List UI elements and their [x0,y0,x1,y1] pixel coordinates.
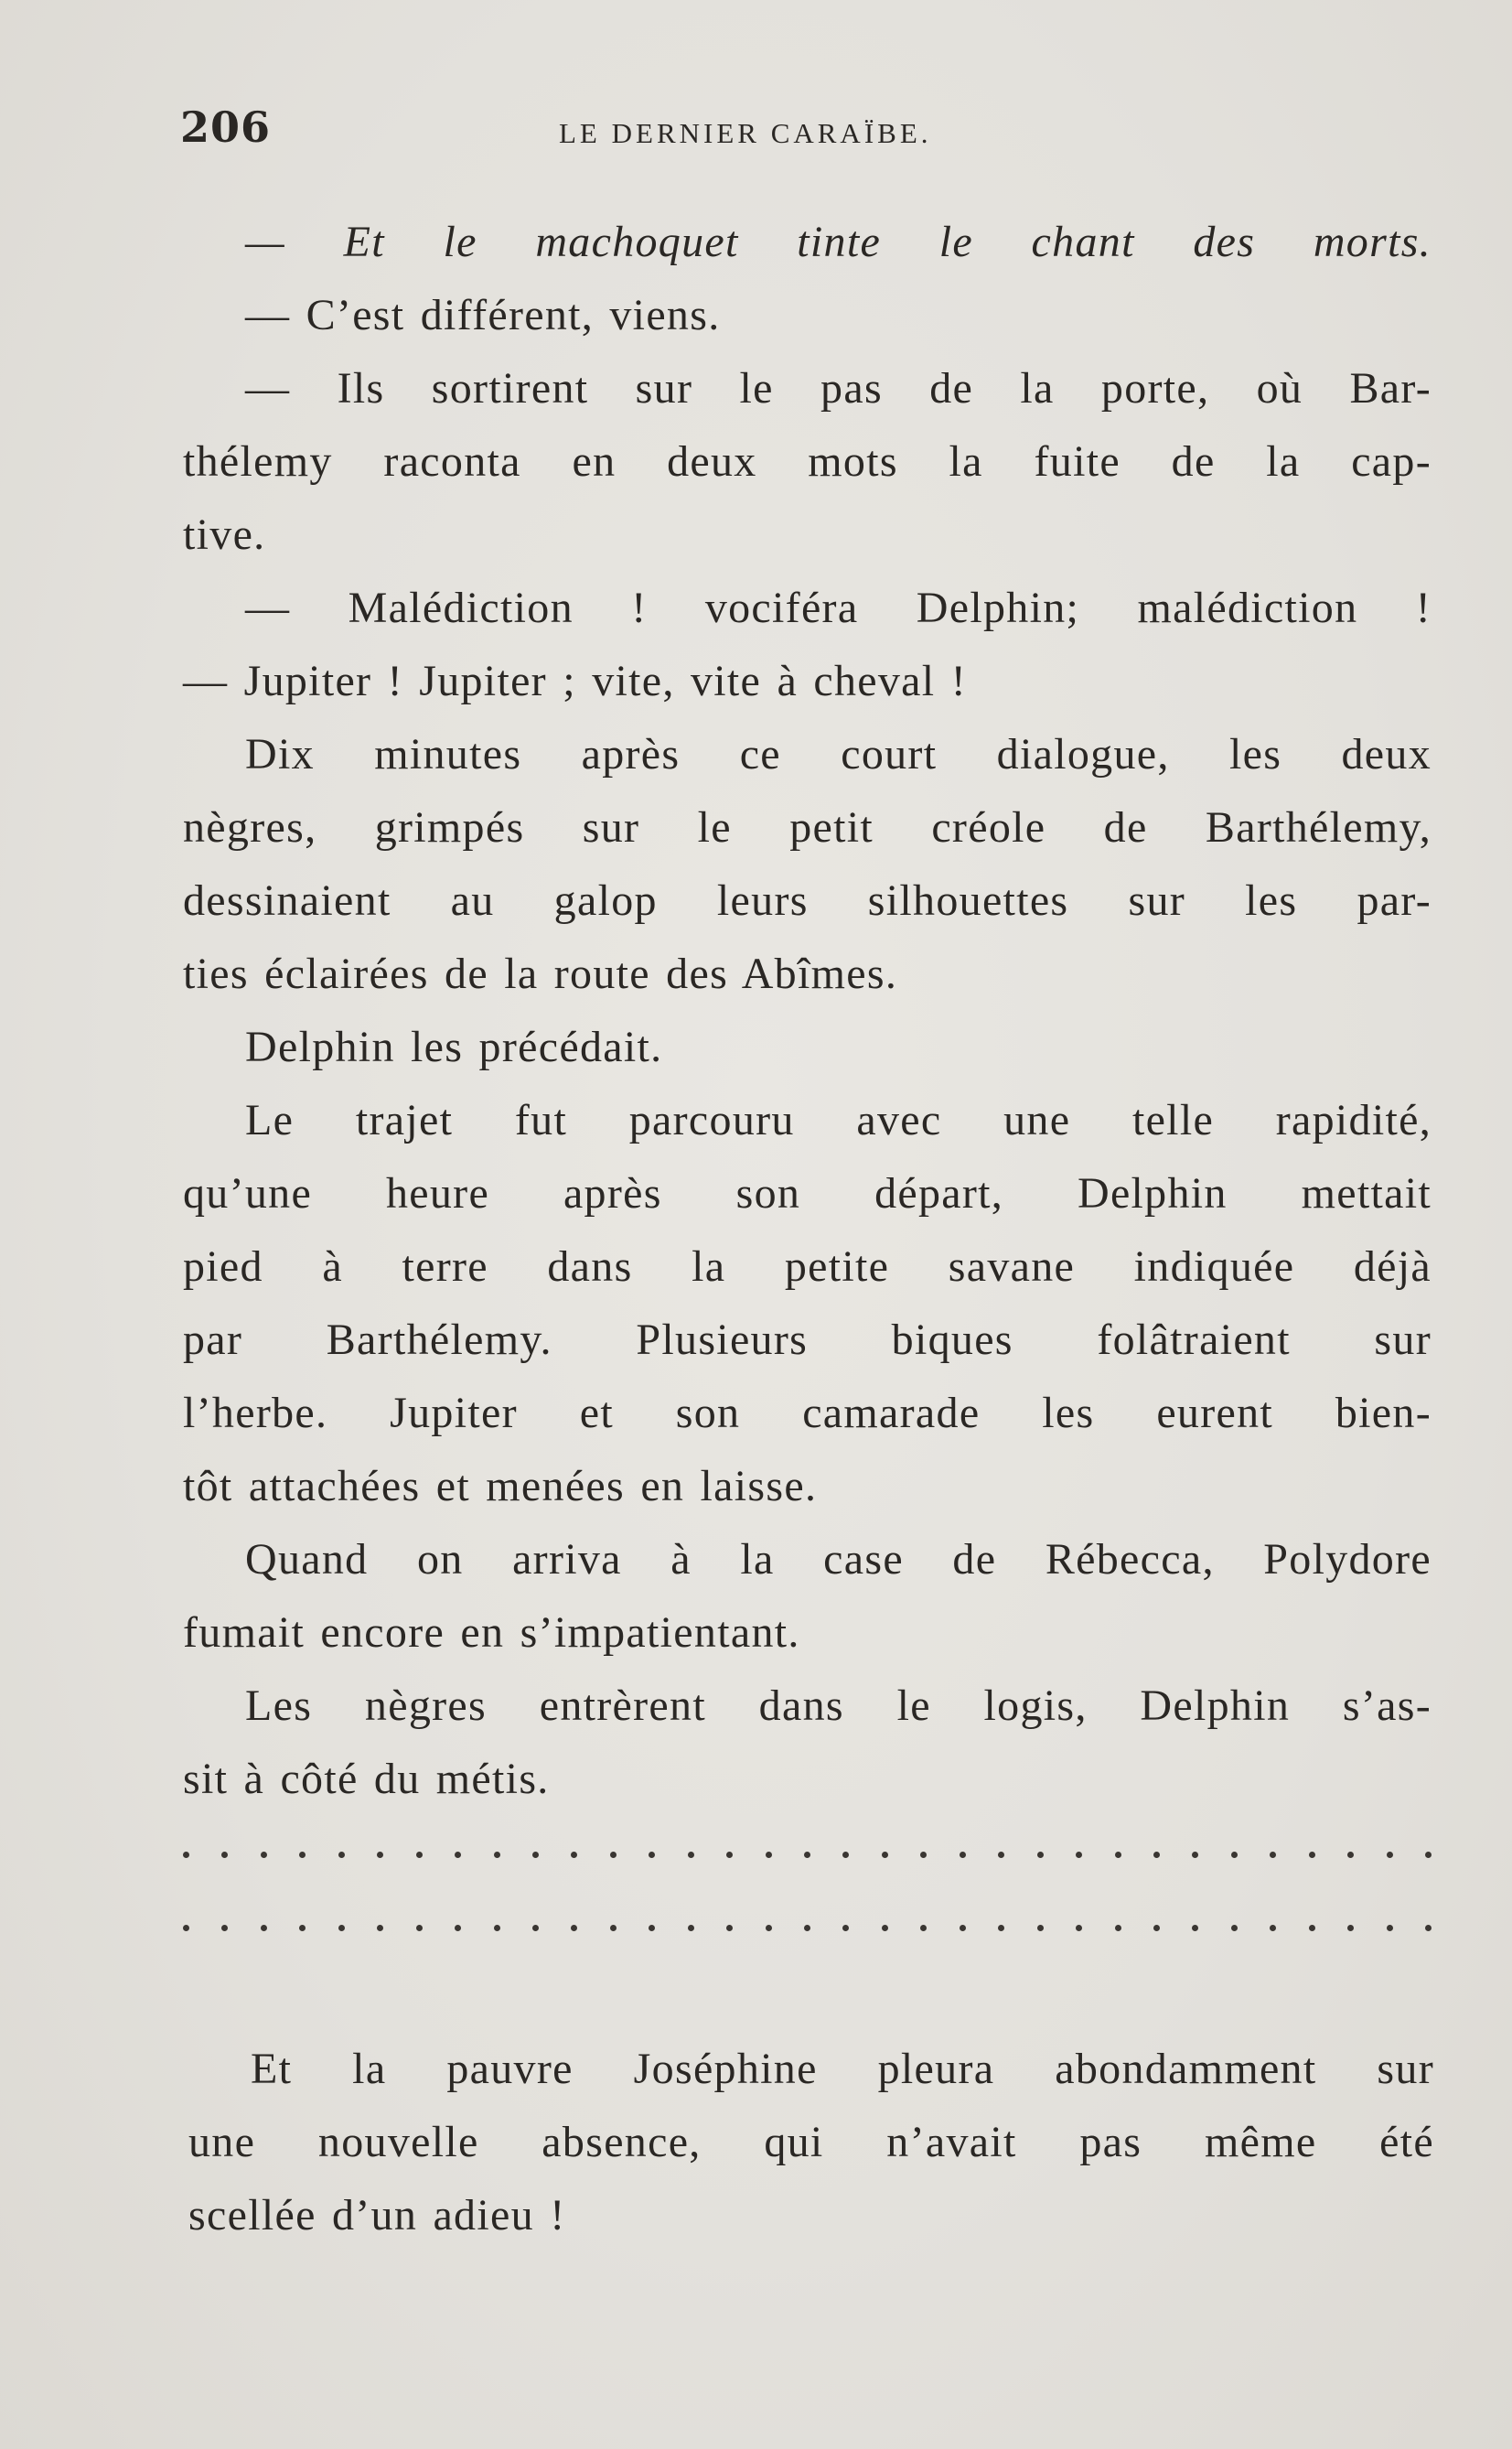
text-line: tôt attachées et menées en laisse. [183,1462,818,1510]
page-number: 206 [180,102,272,152]
text-line: fumait encore en s’impatientant. [183,1608,800,1657]
text-line: thélemy raconta en deux mots la fuite de la cap- [183,437,1432,486]
text-line: ties éclairées de la route des Abîmes. [183,950,898,998]
text-line: — C’est différent, viens. [245,291,721,339]
text-line: par Barthélemy. Plusieurs biques folâtraient sur [183,1316,1432,1364]
text-line: pied à terre dans la petite savane indiquée déjà [183,1242,1432,1291]
text-line: nègres, grimpés sur le petit créole de Barthélemy, [183,803,1432,852]
text-line: Et la pauvre Joséphine pleura abondamment sur [251,2045,1434,2093]
ellipsis-row [183,1914,1432,1941]
text-line: l’herbe. Jupiter et son camarade les eurent bien- [183,1389,1432,1437]
text-line: scellée d’un adieu ! [188,2191,566,2240]
text-line: Les nègres entrèrent dans le logis, Delphin s’as- [245,1681,1432,1730]
text-line: Delphin les précédait. [245,1023,663,1071]
ellipsis-row [183,1841,1432,1868]
text-line: Quand on arriva à la case de Rébecca, Polydore [245,1535,1432,1584]
page-header [180,102,1433,157]
closing-paragraph [188,2033,1434,2252]
text-line: — Et le machoquet tinte le chant des morts. [245,218,1432,266]
text-line: Dix minutes après ce court dialogue, les deux [245,730,1432,779]
text-line: — Malédiction ! vociféra Delphin; malédiction ! [245,584,1432,632]
running-title: LE DERNIER CARAÏBE. [559,117,932,149]
text-line: dessinaient au galop leurs silhouettes sur les par- [183,876,1432,925]
text-line: qu’une heure après son départ, Delphin mettait [183,1169,1432,1218]
text-line: — Ils sortirent sur le pas de la porte, où Bar- [245,364,1432,413]
text-line: — Jupiter ! Jupiter ; vite, vite à cheval ! [183,657,967,705]
body-text [183,206,1432,1816]
text-line: Le trajet fut parcouru avec une telle rapidité, [245,1096,1432,1144]
text-line: tive. [183,510,266,559]
text-line: une nouvelle absence, qui n’avait pas même été [188,2118,1434,2166]
text-line: sit à côté du métis. [183,1755,550,1803]
